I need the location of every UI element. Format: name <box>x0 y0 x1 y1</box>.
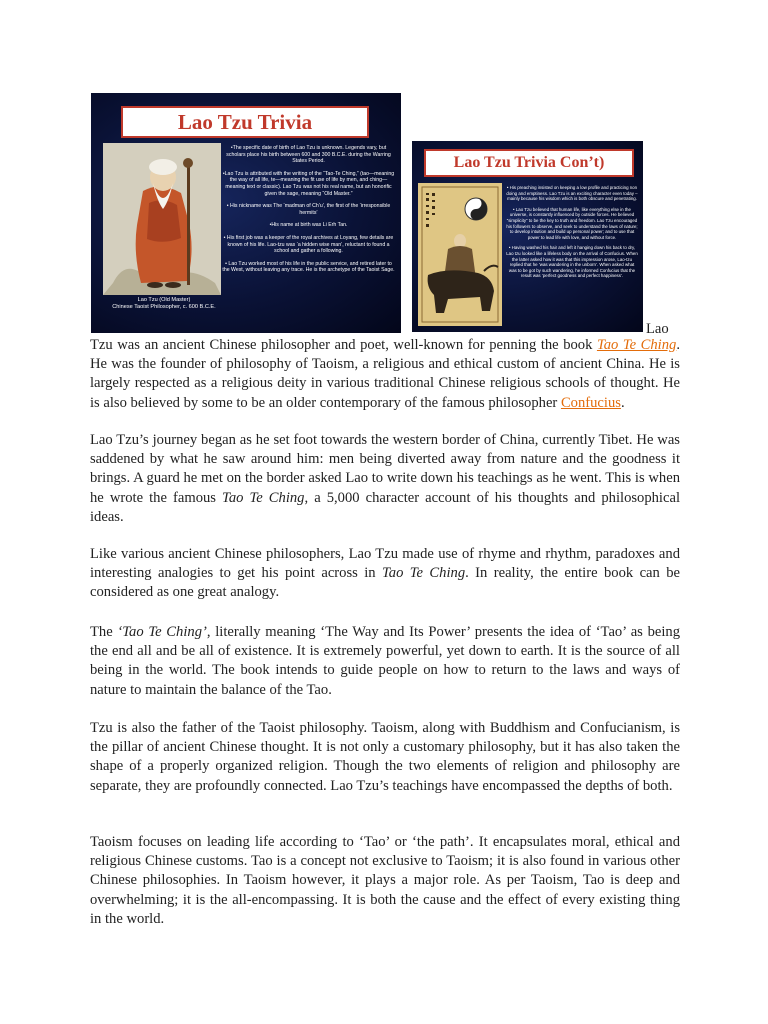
text-run: , a 5,000 character account of his thoughts and philosophical ideas. <box>90 489 680 525</box>
fact-item: •The specific date of birth of Lao Tzu is unknown. Legends vary, but scholars place his birth between 600 and 300 B.C.E. during the Warring States Period. <box>226 145 391 165</box>
text-run: . In reality, the entire book can be considered as one great analogy. <box>90 565 681 601</box>
text-run: Like various ancient Chinese philosophers, Lao Tzu made use of rhyme and rhythm, paradoxes and interesting analogies to get his point across in <box>90 546 680 582</box>
tao-te-ching-link[interactable]: Tao Te Ching <box>596 337 677 353</box>
text-run: Lao Tzu’s journey began as he set foot towards the western border of China, currently Tibet. He was saddened by what he saw around him: men being diverted away from nature and the goodness it brings. A guard he met on the border asked Lao to write down his teachings as he went. This is when he wrote the famous <box>90 432 680 506</box>
paragraph-rhyme <box>90 545 680 603</box>
paragraph-taoist-philosophy: Tzu is also the father of the Taoist philosophy. Taoism, along with Buddhism and Confucianism, is the pillar of ancient Chinese thought. It is not only a customary philosophy, but it has also taken the shape of a properly organized religion. Though the two elements of religion and philosophy are separate, they are profoundly connected. Lao Tzu’s teachings have encompassed the depths of both. <box>90 720 680 794</box>
fact-item: •Lao Tzu is attributed with the writing of the “Tao-Te Ching,” (tao—meaning the way of all life, te—meaning the fit use of life by men, and ching—meaning text or classic). Lao Tzu was not his real name, but an honorific given the sage, meaning “Old Master.” <box>222 170 395 197</box>
text-run: The <box>90 624 118 640</box>
fact-item: • His preaching insisted on keeping a low profile and practicing non doing and emptiness. Lao Tzu is an exciting character even today – mainly because his wisdom which is both obscure and penetrating. <box>506 185 638 202</box>
book-title: Tao Te Ching <box>382 565 466 582</box>
slide-title-box <box>424 149 634 177</box>
book-title: Tao Te Ching <box>222 489 305 506</box>
slide-facts <box>221 145 396 280</box>
paragraph-journey <box>90 431 680 527</box>
lao-tzu-ox-image <box>418 183 502 326</box>
text-run: . He was the founder of philosophy of Taoism, a religious and ethical custom of ancient China. He is largely respected as a religious deity in various traditional Chinese religious schools of thought. He is also believed by some to be an older contemporary of the famous philosopher <box>90 337 680 411</box>
fact-item: • His first job was a keeper of the royal archives at Loyang, few details are known of his life. Lao-tzu was ‘a hidden wise man’, reluctant to found a school and gather a following. <box>223 234 394 255</box>
paragraph-start-word: Lao <box>646 321 669 337</box>
fact-item: • His nickname was The ‘madman of Ch’u’, the first of the ‘irresponsible hermits’ <box>226 203 391 216</box>
confucius-link[interactable]: Confucius <box>560 394 621 411</box>
slide-title: Lao Tzu Trivia Con’t) <box>453 154 605 171</box>
slide-facts <box>506 185 638 284</box>
portrait-caption <box>99 297 229 311</box>
paragraph-taoism-focus: Taoism focuses on leading life according to ‘Tao’ or ‘the path’. It encapsulates moral, ethical and religious Chinese customs. Tao is a concept not exclusive to Taoism; it is also found in various other Chinese philosophies. In Taoism however, it plays a major role. As per Taoism, Tao is deep and overwhelming; it is the all-encompassing. It is both the cause and the effect of every existing thing in the world. <box>90 834 680 927</box>
paragraph-tao-meaning <box>90 623 680 700</box>
slide-lao-tzu-trivia <box>91 93 401 333</box>
lao-tzu-portrait-image <box>103 143 221 295</box>
text-run: , literally meaning ‘The Way and Its Power’ presents the idea of ‘Tao’ as being the end all and be all of existence. It is extremely powerful, yet down to earth. It is the source of all being in the world. The book intends to guide people on how to return to the laws and ways of nature to maintain the balance of the Tao. <box>90 624 680 698</box>
slide-title: Lao Tzu Trivia <box>177 109 313 134</box>
book-title: ‘Tao Te Ching’ <box>117 624 207 640</box>
caption-line: Chinese Taoist Philosopher, c. 600 B.C.E. <box>112 304 216 310</box>
text-run: Tzu was an ancient Chinese philosopher and poet, well-known for penning the book <box>90 337 597 353</box>
fact-item: • Having washed his hair and left it hanging down his back to dry, Lao tzu looked like a lifeless body on the arrival of Confucius. When the latter asked how it was that this impression arose, Lao-tzu replied that he ‘was wandering in the unborn’. When asked what was to be got by such wandering, he informed Confucius that the result was ‘perfect goodness and perfect happiness’. <box>506 245 638 279</box>
slide-title-box <box>121 106 369 138</box>
paragraph-intro <box>90 336 680 413</box>
text-run: . <box>620 394 625 411</box>
fact-item: • Lao Tzu worked most of his life in the public service, and retired later to the West, without leaving any trace. He is the archetype of the Taoist Sage. <box>222 260 395 274</box>
slide-lao-tzu-trivia-cont <box>412 141 643 332</box>
caption-line: Lao Tzu (Old Master) <box>137 297 191 303</box>
fact-item: •His name at birth was Li Erh Tan. <box>269 222 348 229</box>
fact-item: • Lao Tzu believed that human life, like everything else in the universe, is constantly influenced by outside forces. He believed “simplicity” to be the key to truth and freedom. Lao Tzu encouraged his followers to observe, and seek to understand the laws of nature; to develop intuition and build up personal power; and to use that power to lead life with love, and without force. <box>506 206 638 240</box>
